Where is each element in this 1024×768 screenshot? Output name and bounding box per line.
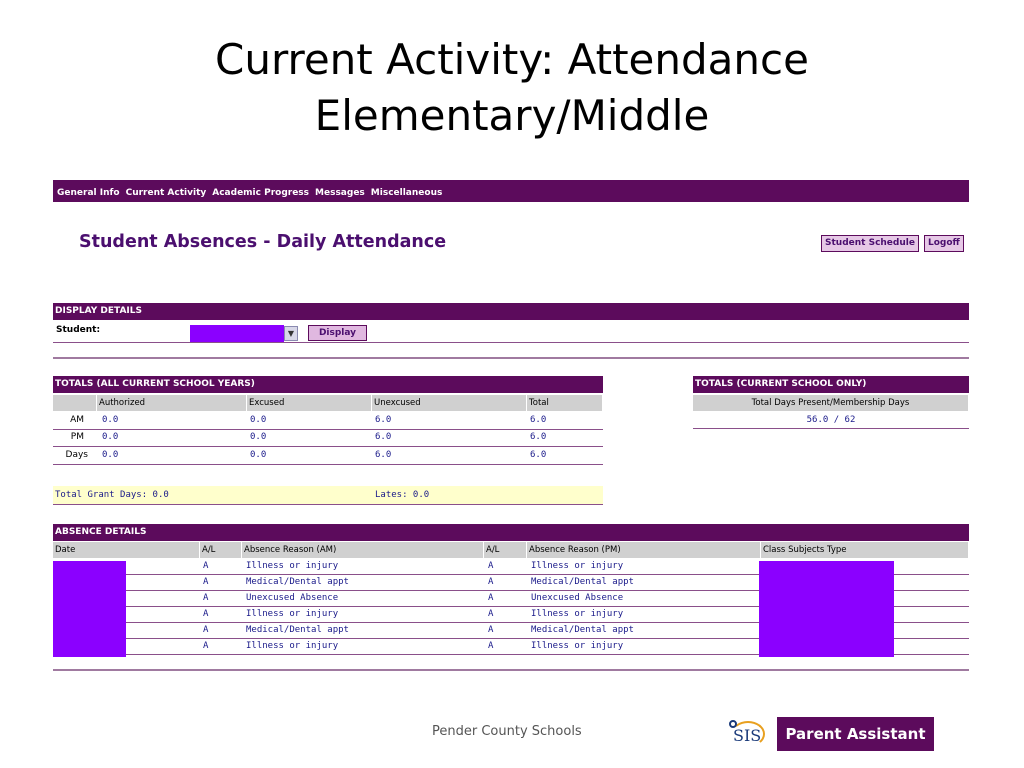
student-label: Student: bbox=[56, 325, 101, 335]
sis-logo-text: SIS bbox=[733, 726, 762, 745]
divider bbox=[53, 446, 603, 447]
reason-pm-cell: Illness or injury bbox=[531, 641, 624, 651]
reason-pm-cell: Unexcused Absence bbox=[531, 593, 624, 603]
totals-col-unexcused: Unexcused bbox=[372, 395, 527, 411]
nav-current-activity[interactable]: Current Activity bbox=[125, 188, 207, 198]
nav-messages[interactable]: Messages bbox=[315, 188, 365, 198]
divider bbox=[53, 429, 603, 430]
al-pm-cell: A bbox=[488, 593, 494, 603]
reason-am-cell: Illness or injury bbox=[246, 641, 339, 651]
reason-pm-cell: Illness or injury bbox=[531, 561, 624, 571]
pm-total: 6.0 bbox=[530, 432, 547, 442]
slide-title bbox=[0, 32, 1024, 144]
al-am-cell: A bbox=[203, 577, 209, 587]
absence-col-reason-am: Absence Reason (AM) bbox=[242, 542, 484, 558]
redacted-dates bbox=[53, 561, 126, 657]
total-days-present-col: Total Days Present/Membership Days bbox=[693, 395, 969, 411]
reason-am-cell: Medical/Dental appt bbox=[246, 577, 349, 587]
am-total: 6.0 bbox=[530, 415, 547, 425]
absence-col-reason-pm: Absence Reason (PM) bbox=[527, 542, 761, 558]
pm-unexcused: 6.0 bbox=[375, 432, 392, 442]
totals-col-total: Total bbox=[527, 395, 603, 411]
footer-org: Pender County Schools bbox=[432, 724, 582, 739]
al-pm-cell: A bbox=[488, 609, 494, 619]
al-am-cell: A bbox=[203, 625, 209, 635]
al-pm-cell: A bbox=[488, 625, 494, 635]
pm-excused: 0.0 bbox=[250, 432, 267, 442]
reason-am-cell: Unexcused Absence bbox=[246, 593, 339, 603]
am-unexcused: 6.0 bbox=[375, 415, 392, 425]
display-details-header: DISPLAY DETAILS bbox=[53, 303, 969, 320]
days-unexcused: 6.0 bbox=[375, 450, 392, 460]
student-schedule-button[interactable]: Student Schedule bbox=[821, 235, 919, 252]
redacted-class-subjects bbox=[759, 561, 894, 657]
logoff-button[interactable]: Logoff bbox=[924, 235, 964, 252]
nav-general-info[interactable]: General Info bbox=[57, 188, 120, 198]
lates: Lates: 0.0 bbox=[375, 490, 430, 500]
days-present-value: 56.0 / 62 bbox=[806, 415, 856, 425]
al-am-cell: A bbox=[203, 641, 209, 651]
absence-col-date: Date bbox=[53, 542, 200, 558]
sis-logo bbox=[729, 716, 769, 750]
totals-col-blank bbox=[53, 395, 97, 411]
al-pm-cell: A bbox=[488, 641, 494, 651]
reason-pm-cell: Illness or injury bbox=[531, 609, 624, 619]
student-select-value bbox=[190, 325, 284, 342]
reason-am-cell: Illness or injury bbox=[246, 561, 339, 571]
totals-all-header: TOTALS (ALL CURRENT SCHOOL YEARS) bbox=[53, 376, 603, 393]
parent-assistant-badge: Parent Assistant bbox=[777, 717, 934, 751]
reason-pm-cell: Medical/Dental appt bbox=[531, 577, 634, 587]
days-excused: 0.0 bbox=[250, 450, 267, 460]
reason-am-cell: Illness or injury bbox=[246, 609, 339, 619]
days-authorized: 0.0 bbox=[102, 450, 119, 460]
divider bbox=[693, 428, 969, 429]
row-label-pm: PM bbox=[70, 432, 84, 442]
divider bbox=[53, 464, 603, 465]
page-heading: Student Absences - Daily Attendance bbox=[79, 232, 447, 252]
grant-days-row bbox=[53, 486, 603, 505]
al-pm-cell: A bbox=[488, 561, 494, 571]
chevron-down-icon[interactable]: ▼ bbox=[284, 326, 298, 341]
al-am-cell: A bbox=[203, 593, 209, 603]
divider bbox=[53, 357, 969, 359]
slide-title-line1: Current Activity: Attendance bbox=[215, 35, 809, 84]
absence-details-header: ABSENCE DETAILS bbox=[53, 524, 969, 541]
absence-col-al-pm: A/L bbox=[484, 542, 527, 558]
pm-authorized: 0.0 bbox=[102, 432, 119, 442]
al-am-cell: A bbox=[203, 609, 209, 619]
student-select[interactable] bbox=[190, 325, 298, 342]
totals-col-excused: Excused bbox=[247, 395, 372, 411]
divider bbox=[53, 342, 969, 343]
row-label-am: AM bbox=[70, 415, 84, 425]
reason-am-cell: Medical/Dental appt bbox=[246, 625, 349, 635]
totals-col-authorized: Authorized bbox=[97, 395, 247, 411]
am-excused: 0.0 bbox=[250, 415, 267, 425]
am-authorized: 0.0 bbox=[102, 415, 119, 425]
days-total: 6.0 bbox=[530, 450, 547, 460]
display-button[interactable]: Display bbox=[308, 325, 367, 341]
nav-academic-progress[interactable]: Academic Progress bbox=[212, 188, 310, 198]
top-nav-bar bbox=[53, 180, 969, 202]
nav-miscellaneous[interactable]: Miscellaneous bbox=[370, 188, 443, 198]
totals-school-header: TOTALS (CURRENT SCHOOL ONLY) bbox=[693, 376, 969, 393]
al-am-cell: A bbox=[203, 561, 209, 571]
row-label-days: Days bbox=[65, 450, 88, 460]
slide-title-line2: Elementary/Middle bbox=[314, 91, 710, 140]
al-pm-cell: A bbox=[488, 577, 494, 587]
total-grant-days: Total Grant Days: 0.0 bbox=[55, 490, 169, 500]
absence-col-al-am: A/L bbox=[200, 542, 242, 558]
reason-pm-cell: Medical/Dental appt bbox=[531, 625, 634, 635]
absence-col-class-subjects: Class Subjects Type bbox=[761, 542, 969, 558]
divider bbox=[53, 669, 969, 671]
